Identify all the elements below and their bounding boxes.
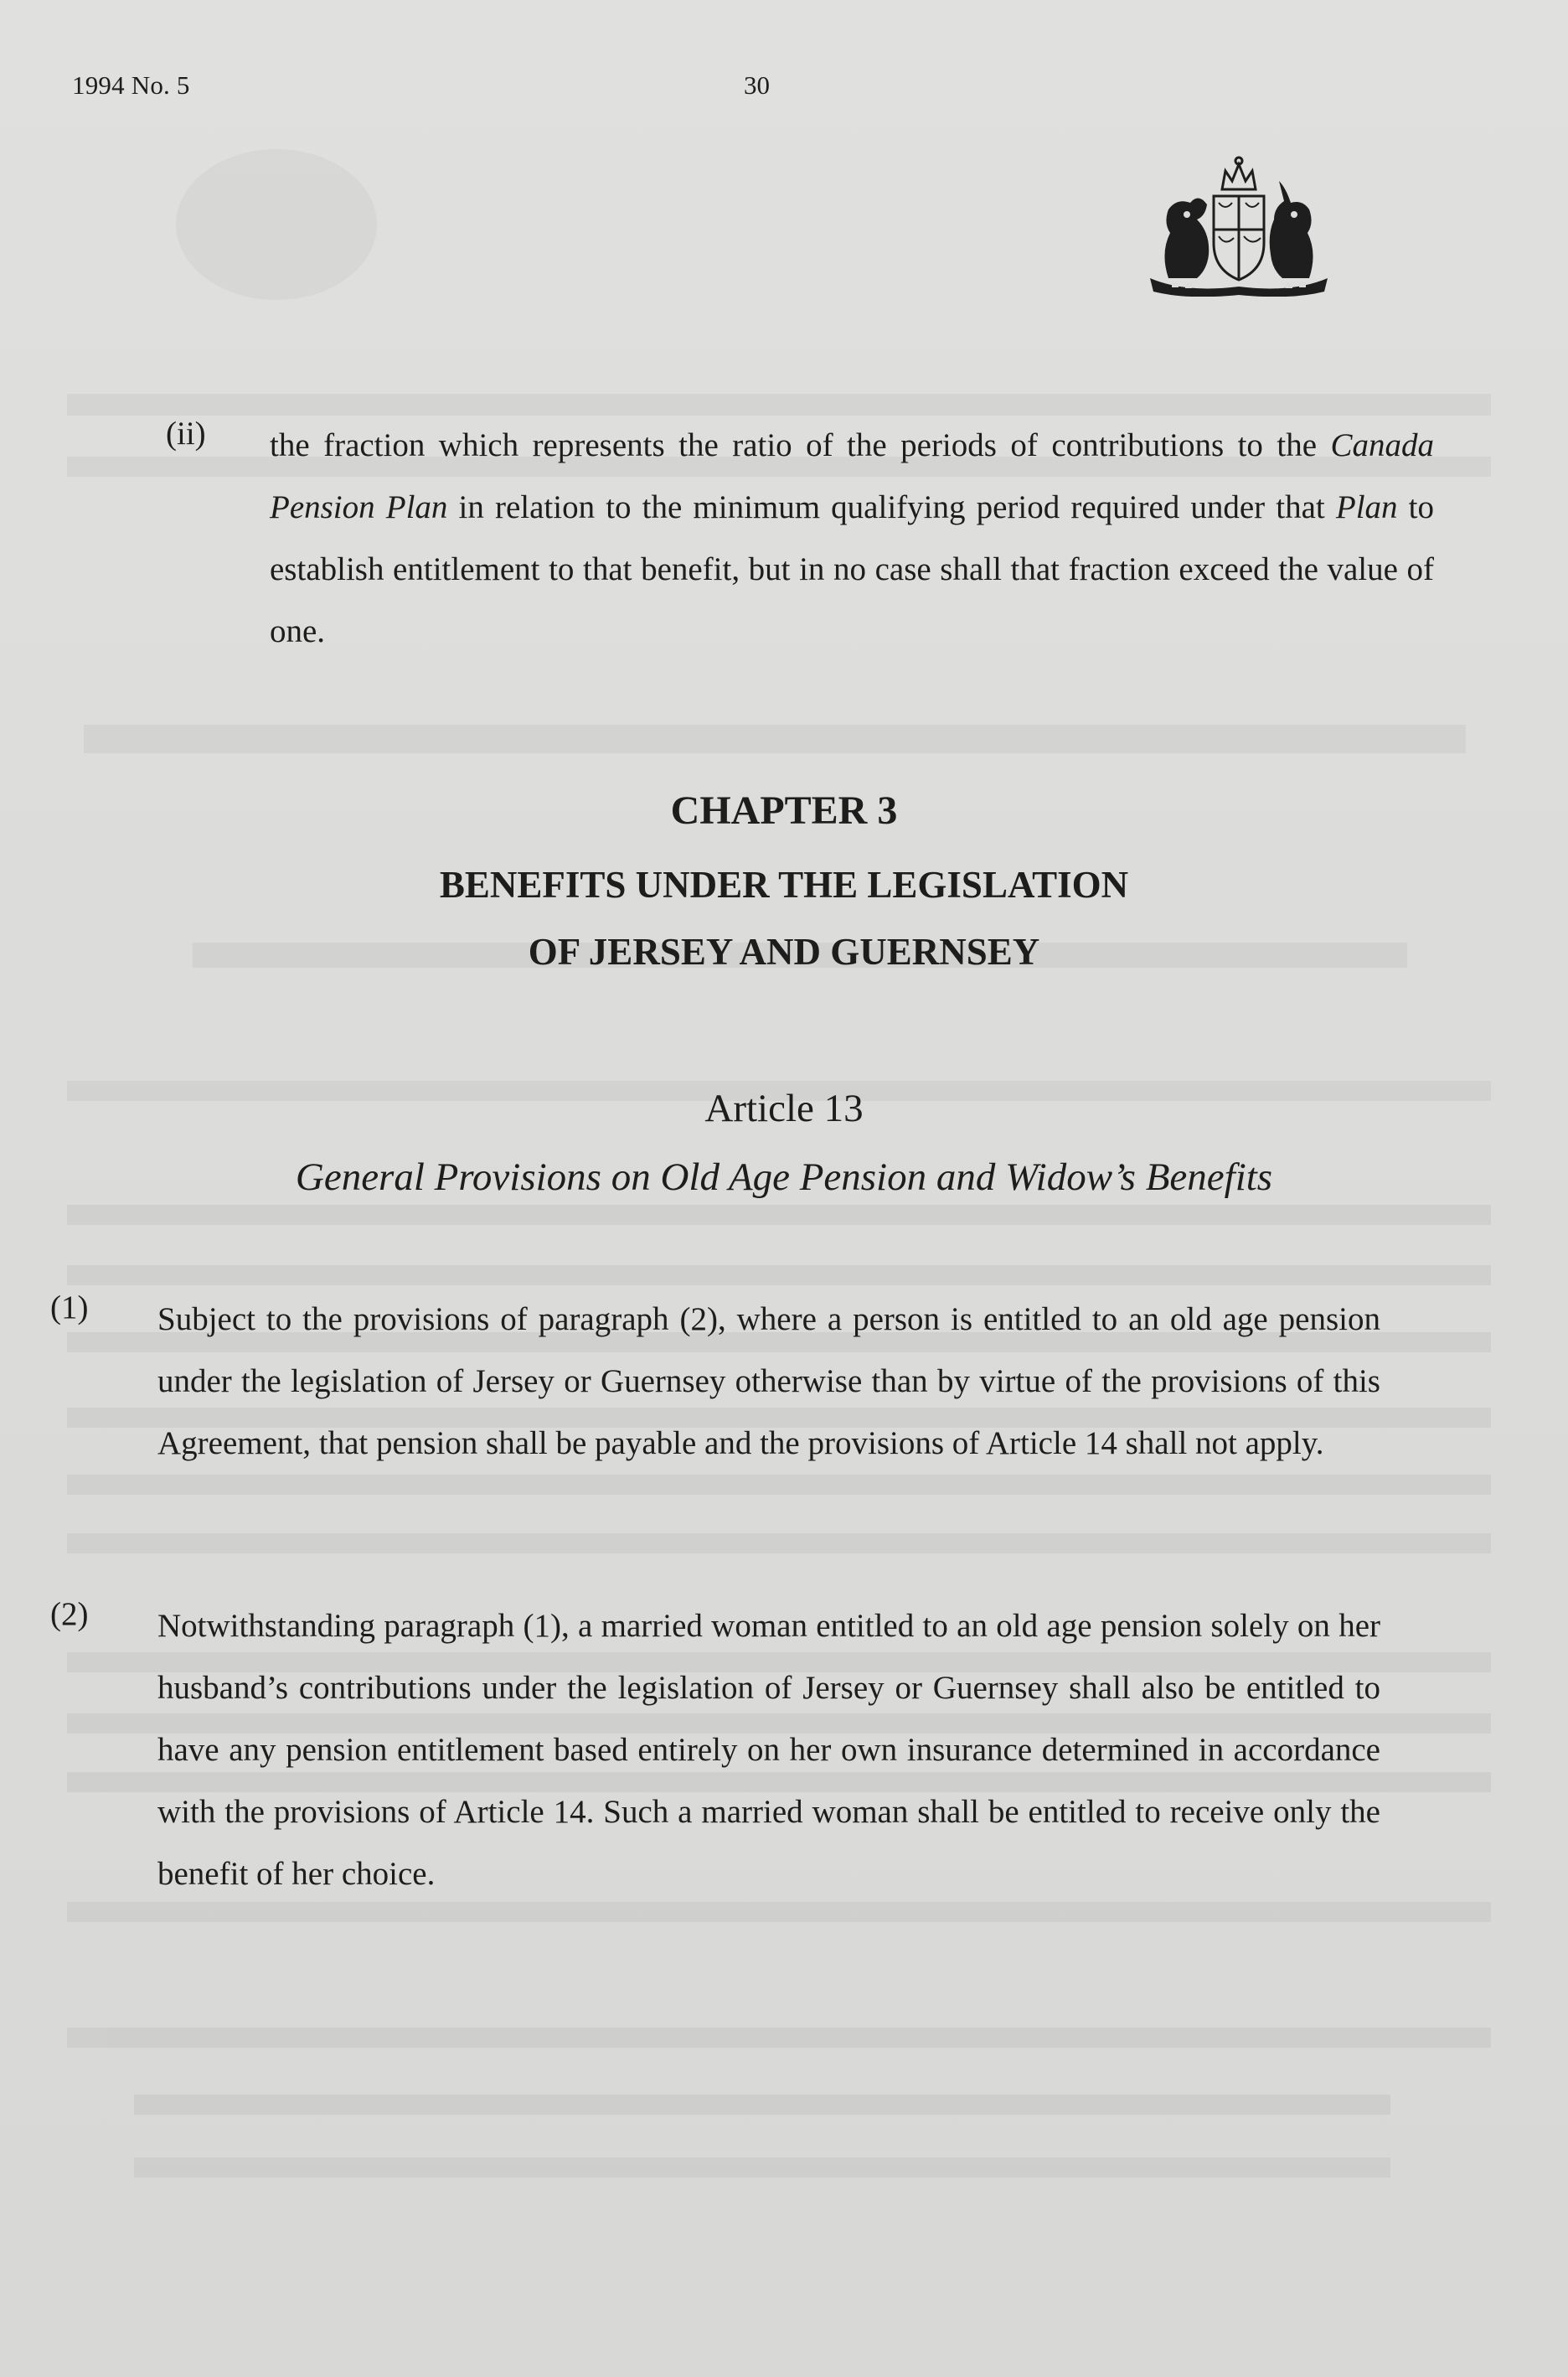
paragraph-number: (2)	[50, 1596, 89, 1632]
document-number: 1994 No. 5	[72, 70, 190, 100]
item-ii-text-part: to establish entitlement to that benefit, but in no case shall that fraction exceed the value of one.	[270, 489, 1434, 649]
item-ii-text-part: the fraction which represents the ratio of the periods of contributions to the	[270, 427, 1318, 463]
item-ii-italic-term: Canada Pension Plan	[270, 427, 1434, 525]
paragraph-text: Notwithstanding paragraph (1), a married woman entitled to an old age pension solely on her husband’s contributions under the legislation of Jersey or Guernsey shall also be entitled to have any pension entitlement based entirely on her own insurance determined in accordance with the provisions of Article 14. Such a married woman shall be entitled to receive only the benefit of her choice.	[157, 1608, 1380, 1892]
paragraph-text: Subject to the provisions of paragraph (2), where a person is entitled to an old age pension under the legislation of Jersey or Guernsey otherwise than by virtue of the provisions of this Agreement, that pension shall be payable and the provisions of Article 14 shall not apply.	[157, 1301, 1380, 1461]
item-ii-italic-term: Plan	[1335, 489, 1398, 525]
item-number: (ii)	[166, 416, 206, 452]
chapter-title-line: OF JERSEY AND GUERNSEY	[528, 931, 1040, 973]
item-ii-text-part: in relation to the minimum qualifying period required under that	[458, 489, 1325, 525]
chapter-number: CHAPTER 3	[670, 788, 898, 833]
article-number: Article 13	[704, 1087, 864, 1130]
paragraph-number: (1)	[50, 1289, 89, 1325]
article-title: General Provisions on Old Age Pension and Widow’s Benefits	[295, 1155, 1273, 1199]
page-number: 30	[744, 70, 770, 100]
chapter-title-line: BENEFITS UNDER THE LEGISLATION	[439, 864, 1129, 906]
coat-of-arms-icon	[1135, 152, 1343, 297]
item-ii-text	[270, 415, 1434, 663]
